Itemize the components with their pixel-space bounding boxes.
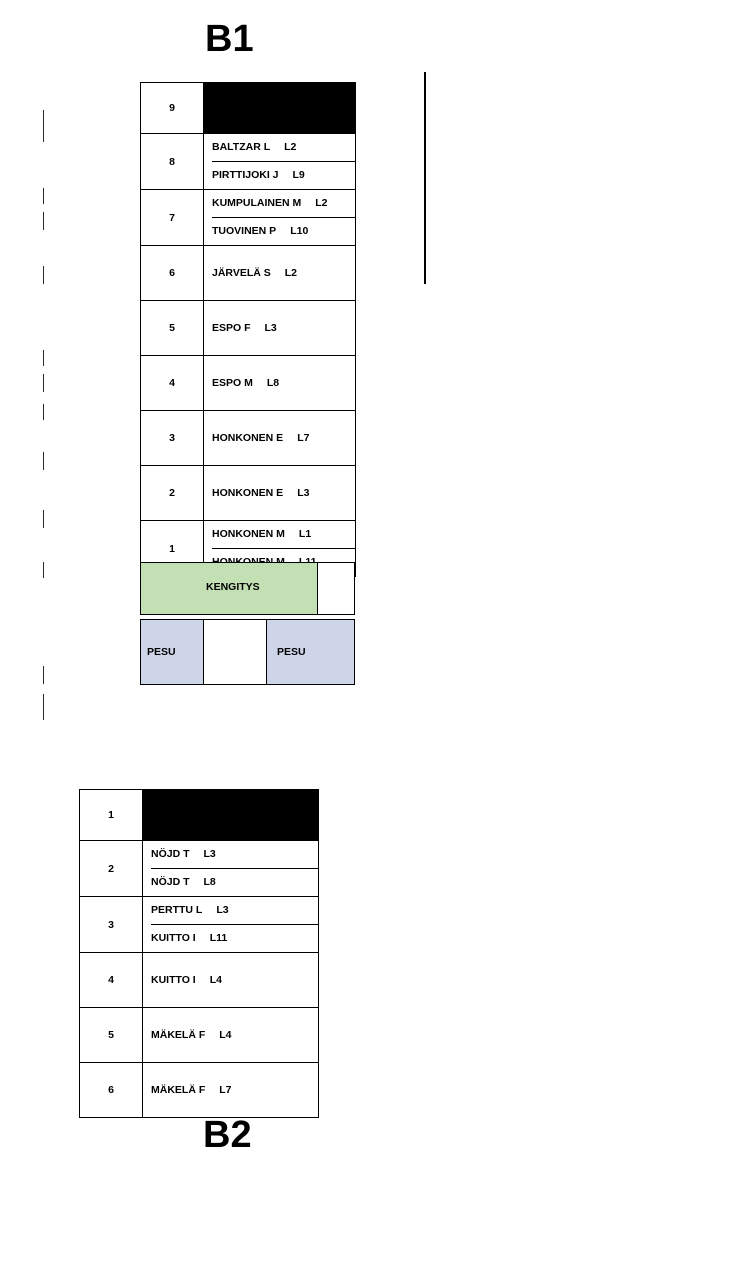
stall-table-b1 <box>140 82 356 577</box>
occupant-entry <box>212 247 355 299</box>
stall-occupants-cell[interactable] <box>143 841 319 897</box>
occupant-name: HONKONEN M <box>212 528 285 540</box>
occupant-entry <box>212 467 355 519</box>
occupant-name: KUITTO I <box>151 974 196 986</box>
stall-table-b1-body <box>141 83 356 577</box>
stall-number-cell: 3 <box>141 411 204 466</box>
margin-tick-mark <box>43 694 44 720</box>
occupant-code: L7 <box>219 1084 232 1096</box>
occupant-name: KUITTO I <box>151 932 196 944</box>
stall-occupants-cell[interactable] <box>204 246 356 301</box>
pesu-left-label: PESU <box>147 646 176 658</box>
stall-table-b2 <box>79 789 319 1118</box>
stall-number-cell: 5 <box>141 301 204 356</box>
occupant-name: ESPO F <box>212 322 251 334</box>
occupant-code: L8 <box>203 876 216 888</box>
stall-occupants-cell[interactable] <box>143 897 319 953</box>
occupant-code: L3 <box>297 487 310 499</box>
stall-occupants-cell[interactable] <box>143 953 319 1008</box>
stall-occupants-cell[interactable] <box>204 190 356 246</box>
occupant-entry <box>212 217 355 245</box>
table-row <box>141 190 356 246</box>
stall-number-cell: 2 <box>80 841 143 897</box>
occupant-name: KUMPULAINEN M <box>212 197 302 209</box>
stall-occupants-cell[interactable] <box>204 356 356 411</box>
margin-tick-mark <box>43 404 44 420</box>
table-row <box>141 411 356 466</box>
stall-number-cell: 6 <box>80 1063 143 1118</box>
blocked-stall-cell <box>204 83 356 134</box>
blocked-stall-cell <box>143 790 319 841</box>
occupant-entry <box>151 954 318 1006</box>
kengitys-stub-cell <box>318 562 355 615</box>
occupant-code: L7 <box>297 432 310 444</box>
occupant-entry <box>212 190 355 217</box>
occupant-name: PIRTTIJOKI J <box>212 169 279 181</box>
margin-tick-mark <box>43 266 44 284</box>
stall-number-cell: 9 <box>141 83 204 134</box>
occupant-entry <box>212 521 355 548</box>
occupant-code: L2 <box>284 267 298 279</box>
stall-number-cell: 5 <box>80 1008 143 1063</box>
margin-tick-mark <box>43 452 44 470</box>
stall-occupants-cell[interactable] <box>143 1063 319 1118</box>
occupant-entry <box>212 412 355 464</box>
occupant-name: NÖJD T <box>151 876 190 888</box>
occupant-entry <box>212 134 355 161</box>
stall-number-cell: 7 <box>141 190 204 246</box>
occupant-code: L8 <box>266 377 280 389</box>
stall-number-cell: 1 <box>141 521 204 577</box>
page-title-b2: B2 <box>203 1114 252 1156</box>
stall-number-cell: 4 <box>80 953 143 1008</box>
stall-occupants-cell[interactable] <box>204 301 356 356</box>
occupant-name: NÖJD T <box>151 848 190 860</box>
occupant-code: L10 <box>290 225 309 237</box>
pesu-middle-cell <box>204 619 267 685</box>
stall-occupants-cell[interactable] <box>204 466 356 521</box>
occupant-code: L1 <box>298 528 312 540</box>
margin-tick-mark <box>43 666 44 684</box>
margin-tick-mark <box>43 350 44 366</box>
table-row <box>141 83 356 134</box>
occupant-name: ESPO M <box>212 377 253 389</box>
table-row <box>80 953 319 1008</box>
occupant-code: L11 <box>209 932 228 944</box>
table-row <box>80 841 319 897</box>
table-row <box>141 356 356 411</box>
occupant-code: L3 <box>203 848 216 860</box>
table-row <box>80 790 319 841</box>
pesu-right-label: PESU <box>277 646 306 658</box>
stall-occupants-cell[interactable] <box>143 1008 319 1063</box>
occupant-code: L4 <box>209 974 222 986</box>
occupant-name: TUOVINEN P <box>212 225 277 237</box>
table-row <box>141 466 356 521</box>
occupant-name: MÄKELÄ F <box>151 1029 206 1041</box>
occupant-code: L3 <box>216 904 229 916</box>
table-row <box>80 1008 319 1063</box>
occupant-name: HONKONEN E <box>212 432 284 444</box>
occupant-name: PERTTU L <box>151 904 203 916</box>
kengitys-area[interactable] <box>140 562 318 615</box>
stall-number-cell: 6 <box>141 246 204 301</box>
margin-tick-mark <box>43 188 44 204</box>
stall-occupants-cell[interactable] <box>204 134 356 190</box>
pesu-area-left[interactable] <box>140 619 204 685</box>
occupant-entry <box>212 357 355 409</box>
table-row <box>80 897 319 953</box>
occupant-code: L4 <box>219 1029 232 1041</box>
page-title-b1: B1 <box>205 18 254 60</box>
margin-tick-mark <box>43 562 44 578</box>
occupant-code: L3 <box>264 322 277 334</box>
occupant-entry <box>151 841 318 868</box>
margin-tick-mark <box>43 510 44 528</box>
occupant-code: L9 <box>292 169 305 181</box>
stall-number-cell: 1 <box>80 790 143 841</box>
occupant-code: L2 <box>315 197 328 209</box>
occupant-entry <box>151 1009 318 1061</box>
margin-tick-mark <box>43 212 44 230</box>
stall-table-b2-body <box>80 790 319 1118</box>
occupant-entry <box>151 1064 318 1116</box>
occupant-entry <box>151 924 318 952</box>
occupant-entry <box>151 897 318 924</box>
stall-occupants-cell[interactable] <box>204 411 356 466</box>
table-row <box>80 1063 319 1118</box>
stall-number-cell: 3 <box>80 897 143 953</box>
table-row <box>141 301 356 356</box>
stall-number-cell: 2 <box>141 466 204 521</box>
occupant-entry <box>212 302 355 354</box>
occupant-entry <box>151 868 318 896</box>
occupant-name: BALTZAR L <box>212 141 271 153</box>
table-row <box>141 134 356 190</box>
occupant-name: HONKONEN E <box>212 487 284 499</box>
occupant-code: L2 <box>284 141 297 153</box>
stall-number-cell: 4 <box>141 356 204 411</box>
margin-tick-mark <box>43 374 44 392</box>
vertical-divider-rule <box>424 72 426 284</box>
occupant-name: JÄRVELÄ S <box>212 267 271 279</box>
stall-number-cell: 8 <box>141 134 204 190</box>
occupant-name: MÄKELÄ F <box>151 1084 206 1096</box>
margin-tick-mark <box>43 110 44 142</box>
occupant-entry <box>212 161 355 189</box>
table-row <box>141 246 356 301</box>
kengitys-label: KENGITYS <box>206 581 260 593</box>
pesu-area-right[interactable] <box>267 619 355 685</box>
